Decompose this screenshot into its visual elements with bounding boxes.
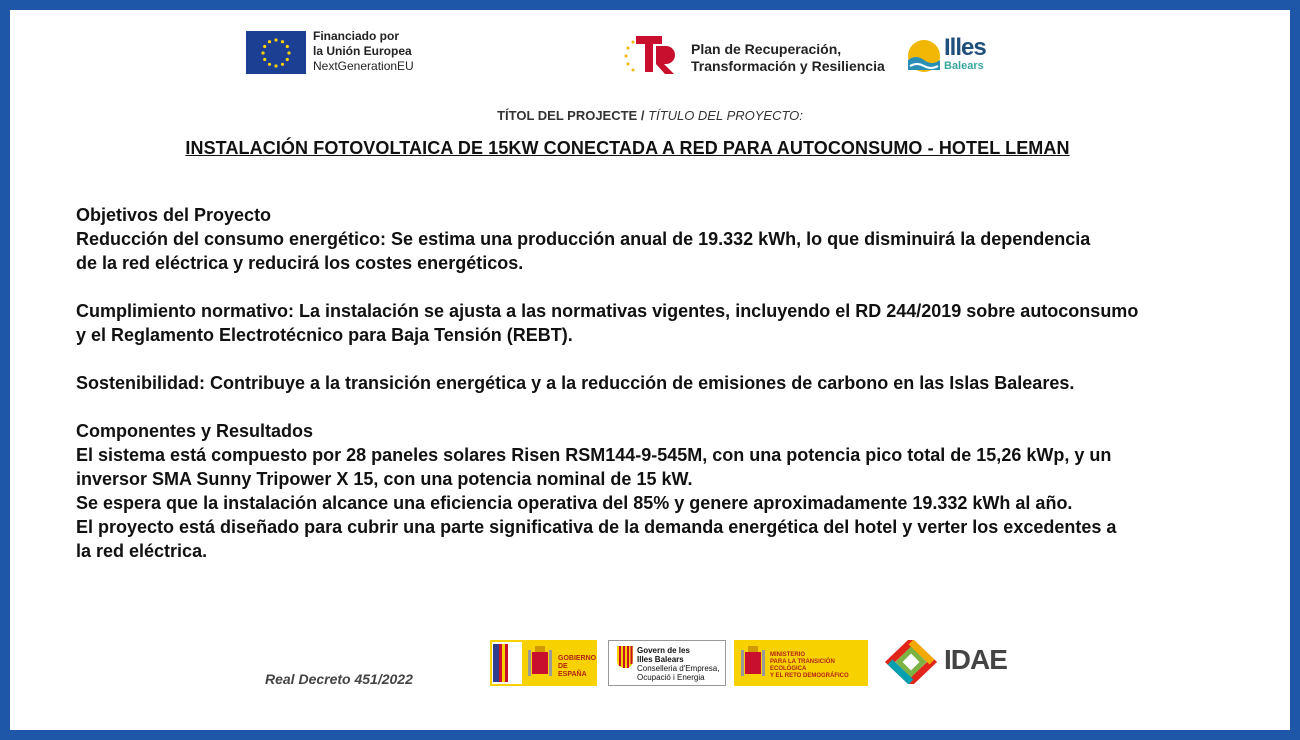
ministerio-line2: PARA LA TRANSICIÓN ECOLÓGICA	[770, 659, 835, 672]
title-label-spanish: TÍTULO DEL PROYECTO:	[648, 108, 803, 123]
ministerio-logo	[734, 640, 868, 686]
eu-line3: NextGenerationEU	[313, 59, 414, 73]
illes-line1: Illes	[944, 34, 986, 61]
project-title: INSTALACIÓN FOTOVOLTAICA DE 15KW CONECTADA A RED PARA AUTOCONSUMO - HOTEL LEMAN	[185, 138, 1070, 158]
project-description	[76, 203, 1266, 563]
objective-1-line-2: de la red eléctrica y reducirá los costes energéticos.	[76, 253, 524, 273]
eu-line2: la Unión Europea	[313, 44, 412, 58]
prtr-logo-icon	[622, 30, 682, 78]
eu-flag-icon	[246, 31, 306, 74]
decree-label: Real Decreto 451/2022	[265, 671, 413, 687]
prtr-logo-text	[691, 41, 885, 75]
component-3-line-1: El proyecto está diseñado para cubrir una parte significativa de la demanda energética del hotel y verter los excedentes a	[76, 517, 1117, 537]
component-1-line-2: inversor SMA Sunny Tripower X 15, con una potencia nominal de 15 kW.	[76, 469, 693, 489]
component-2-line-1: Se espera que la instalación alcance una eficiencia operativa del 85% y genere aproximadamente 19.332 kWh al año.	[76, 493, 1073, 513]
component-1-line-1: El sistema está compuesto por 28 paneles solares Risen RSM144-9-545M, con una potencia pico total de 15,26 kWp, y un	[76, 445, 1112, 465]
gobierno-line2: DE ESPAÑA	[558, 663, 587, 678]
project-title-label	[10, 108, 1290, 123]
illes-balears-logo-text	[944, 36, 986, 72]
govern-line3: Conselleria d'Empresa,	[637, 664, 720, 673]
component-3-line-2: la red eléctrica.	[76, 541, 208, 561]
govern-line1: Govern de les	[637, 646, 690, 655]
ministerio-line3: Y EL RETO DEMOGRÁFICO	[770, 673, 849, 679]
govern-line4: Ocupació i Energia	[637, 673, 705, 682]
objective-3-line-1: Sostenibilidad: Contribuye a la transición energética y a la reducción de emisiones de carbono en las Islas Baleares.	[76, 373, 1075, 393]
ministerio-line1: MINISTERIO	[770, 652, 806, 658]
govern-shield-icon	[617, 646, 633, 668]
gobierno-text	[558, 655, 597, 679]
gobierno-line1: GOBIERNO	[558, 655, 597, 662]
govern-illes-balears-logo	[608, 640, 726, 686]
objective-2-line-2: y el Reglamento Electrotécnico para Baja Tensión (REBT).	[76, 325, 573, 345]
illes-line2: Balears	[944, 60, 984, 72]
prtr-line2: Transformación y Resiliencia	[691, 58, 885, 74]
gobierno-espana-logo	[490, 640, 597, 686]
objectives-heading: Objetivos del Proyecto	[76, 205, 272, 225]
idae-logo-icon	[880, 640, 942, 684]
objective-1-line-1: Reducción del consumo energético: Se estima una producción anual de 19.332 kWh, lo que disminuirá la dependencia	[76, 229, 1091, 249]
ministerio-text	[770, 652, 862, 680]
eu-line1: Financiado por	[313, 29, 400, 43]
components-heading: Componentes y Resultados	[76, 421, 314, 441]
eu-logo-text	[313, 29, 414, 74]
ministerio-coat-of-arms-icon	[740, 646, 766, 680]
govern-text	[637, 646, 719, 682]
prtr-line1: Plan de Recuperación,	[691, 41, 842, 57]
idae-logo-text: IDAE	[944, 644, 1007, 675]
objective-2-line-1: Cumplimiento normativo: La instalación se ajusta a las normativas vigentes, incluyendo el RD 244/2019 sobre autoconsumo	[76, 301, 1139, 321]
spain-flag-icon	[492, 642, 522, 684]
coat-of-arms-icon	[526, 646, 554, 680]
govern-line2: Illes Balears	[637, 655, 684, 664]
title-label-catalan: TÍTOL DEL PROJECTE /	[497, 108, 645, 123]
illes-balears-sun-icon	[906, 38, 946, 78]
